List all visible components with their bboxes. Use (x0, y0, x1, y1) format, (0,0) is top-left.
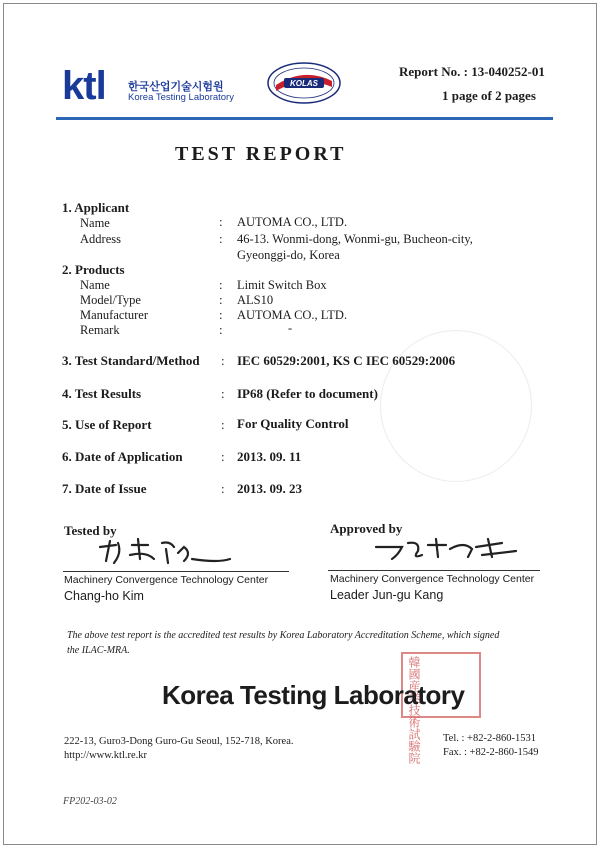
ktl-logo: ktl (62, 64, 106, 108)
standard-value: IEC 60529:2001, KS C IEC 60529:2006 (237, 353, 456, 368)
document-title: TEST REPORT (175, 143, 347, 165)
footer-address: 222-13, Guro3-Dong Guro-Gu Seoul, 152-718, Korea. (64, 736, 294, 747)
applicant-address-line1: 46-13. Wonmi-dong, Wonmi-gu, Bucheon-city, (237, 232, 473, 246)
colon: : (219, 292, 223, 307)
colon: : (221, 417, 225, 432)
colon: : (219, 322, 223, 337)
colon: : (221, 386, 225, 401)
use-heading: 5. Use of Report (62, 417, 152, 432)
application-date-value: 2013. 09. 11 (237, 449, 302, 464)
ktl-english-name: Korea Testing Laboratory (128, 92, 234, 103)
applicant-address-line2: Gyeonggi-do, Korea (237, 248, 340, 262)
ktl-korean-name: 한국산업기술시험원 (128, 80, 224, 93)
report-number: Report No. : 13-040252-01 (399, 64, 545, 79)
page-count: 1 page of 2 pages (442, 88, 536, 103)
product-name: Limit Switch Box (237, 278, 327, 292)
accreditation-note-line1: The above test report is the accredited test results by Korea Laboratory Accreditation Scheme, which signed (67, 630, 500, 641)
official-stamp: 韓國産業技術試驗院 (401, 652, 481, 718)
approved-department: Machinery Convergence Technology Center (330, 573, 535, 585)
footer-fax: Fax. : +82-2-860-1549 (443, 747, 539, 758)
colon: : (221, 353, 225, 368)
header-divider (56, 117, 553, 120)
product-name-label: Name (80, 278, 110, 292)
applicant-name-label: Name (80, 216, 110, 230)
tested-by-label: Tested by (64, 523, 117, 538)
footer-website[interactable]: http://www.ktl.re.kr (64, 750, 148, 761)
issue-date-value: 2013. 09. 23 (237, 481, 302, 496)
applicant-name: AUTOMA CO., LTD. (237, 215, 348, 229)
applicant-heading: 1. Applicant (62, 200, 130, 215)
results-heading: 4. Test Results (62, 386, 142, 401)
colon: : (219, 214, 223, 229)
remark-label: Remark (80, 323, 120, 337)
standard-heading: 3. Test Standard/Method (62, 353, 200, 368)
tested-signature-line (63, 571, 289, 572)
footer-tel: Tel. : +82-2-860-1531 (443, 733, 536, 744)
accreditation-note-line2: the ILAC-MRA. (67, 645, 130, 656)
approved-name: Leader Jun-gu Kang (330, 588, 444, 602)
model-label: Model/Type (80, 293, 141, 307)
kolas-logo (266, 61, 342, 105)
approved-signature (372, 533, 522, 567)
approved-by-label: Approved by (330, 521, 403, 536)
manufacturer-value: AUTOMA CO., LTD. (237, 308, 348, 322)
issue-date-heading: 7. Date of Issue (62, 481, 147, 496)
products-heading: 2. Products (62, 262, 125, 277)
form-code: FP202-03-02 (63, 796, 117, 807)
kolas-text: KOLAS (290, 79, 318, 88)
organization-name: Korea Testing Laboratory (162, 680, 465, 710)
tested-name: Chang-ho Kim (64, 589, 144, 603)
colon: : (219, 307, 223, 322)
colon: : (219, 277, 223, 292)
applicant-address-label: Address (80, 232, 121, 246)
tested-department: Machinery Convergence Technology Center (64, 574, 269, 586)
approved-signature-line (328, 570, 540, 571)
results-value: IP68 (Refer to document) (237, 386, 378, 401)
colon: : (221, 449, 225, 464)
colon: : (221, 481, 225, 496)
application-date-heading: 6. Date of Application (62, 449, 183, 464)
use-value: For Quality Control (237, 416, 349, 431)
tested-signature (88, 533, 238, 573)
manufacturer-label: Manufacturer (80, 308, 149, 322)
remark-value: - (288, 321, 293, 335)
model-value: ALS10 (237, 293, 274, 307)
colon: : (219, 231, 223, 246)
